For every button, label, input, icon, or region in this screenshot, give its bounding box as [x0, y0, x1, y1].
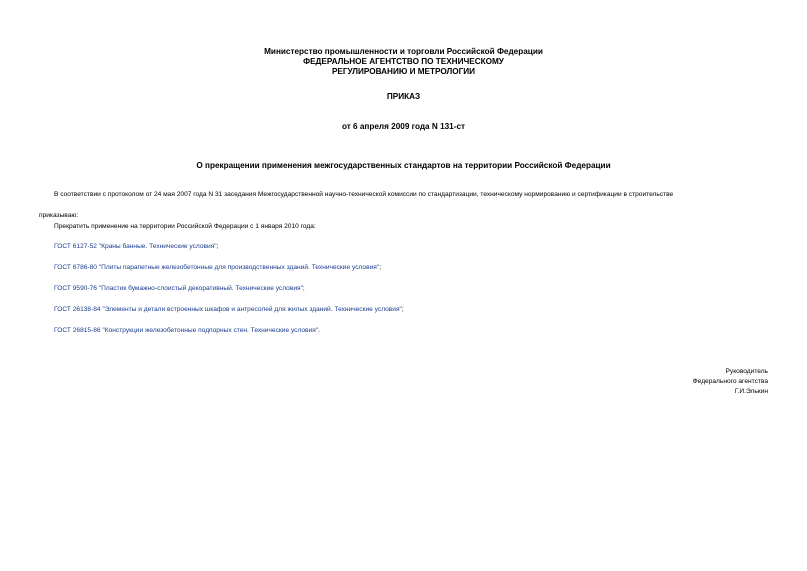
document-type: ПРИКАЗ — [386, 92, 421, 101]
order-word: приказываю: — [39, 212, 79, 219]
instruction-text: Прекратить применение на территории Российской Федерации с 1 января 2010 года: — [54, 223, 316, 230]
list-item — [54, 242, 218, 251]
ministry-name: Министерство промышленности и торговли Российской Федерации — [264, 47, 543, 56]
agency-name-line2: РЕГУЛИРОВАНИЮ И МЕТРОЛОГИИ — [331, 67, 476, 76]
list-item-suffix: ; — [379, 264, 382, 271]
list-item — [54, 326, 320, 335]
list-item — [54, 305, 404, 314]
list-item-suffix: ; — [401, 306, 404, 313]
signature-position-line2: Федерального агентства — [692, 378, 768, 385]
list-item-suffix: ; — [302, 285, 305, 292]
gost-link[interactable]: ГОСТ 6127-52 "Краны банные. Технические условия" — [54, 243, 217, 250]
list-item — [54, 263, 381, 272]
document-date-number: от 6 апреля 2009 года N 131-ст — [341, 122, 466, 131]
list-item-suffix: . — [318, 327, 321, 334]
gost-link[interactable]: ГОСТ 26138-84 "Элементы и детали встроенных шкафов и антресолей для жилых зданий. Технические условия" — [54, 306, 402, 313]
signature-position-line1: Руководитель — [725, 368, 768, 375]
gost-link[interactable]: ГОСТ 6786-80 "Плиты парапетные железобетонные для производственных зданий. Технические условия" — [54, 264, 380, 271]
gost-link[interactable]: ГОСТ 9590-76 "Пластик бумажно-слоистый декоративный. Технические условия" — [54, 285, 303, 292]
preamble-text: В соответствии с протоколом от 24 мая 2007 года N 31 заседания Межгосударственной научно-технической комиссии по стандартизации, техническому нормированию и сертификации в строительстве — [54, 191, 674, 198]
gost-link[interactable]: ГОСТ 26815-86 "Конструкции железобетонные подпорных стен. Технические условия" — [54, 327, 319, 334]
signature-name: Г.И.Элькин — [734, 388, 768, 395]
list-item — [54, 284, 305, 293]
list-item-suffix: ; — [216, 243, 219, 250]
document-title: О прекращении применения межгосударственных стандартов на территории Российской Федерации — [196, 161, 611, 170]
agency-name-line1: ФЕДЕРАЛЬНОЕ АГЕНТСТВО ПО ТЕХНИЧЕСКОМУ — [303, 57, 504, 66]
